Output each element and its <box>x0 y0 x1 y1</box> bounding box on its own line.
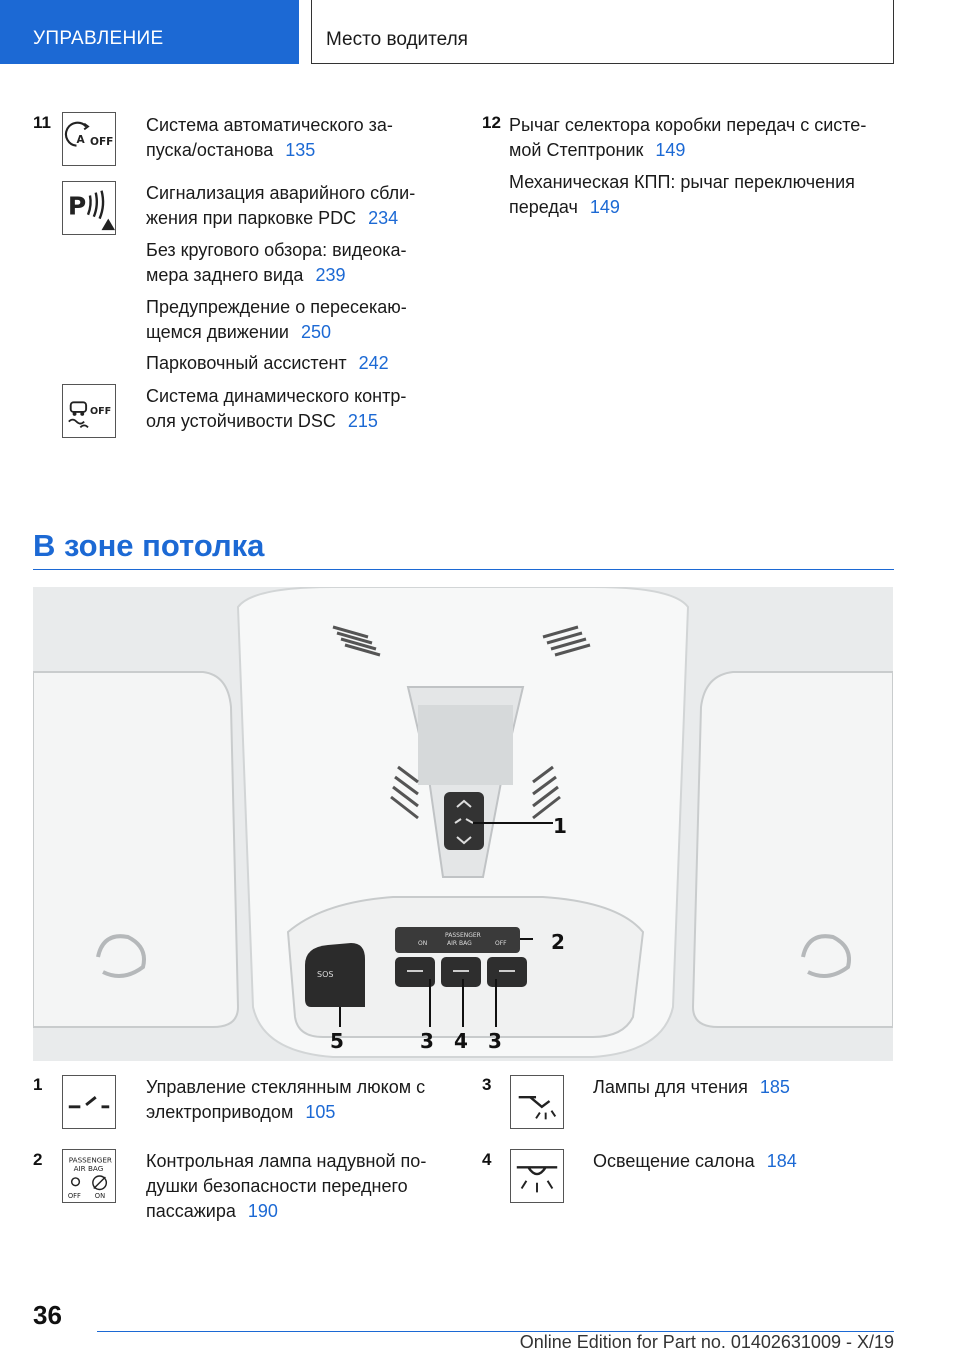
svg-text:PASSENGER: PASSENGER <box>68 1155 112 1165</box>
legend-4-description: Освещение салона 184 <box>593 1151 797 1171</box>
page-ref[interactable]: 234 <box>368 208 399 228</box>
legend-1-description: Управление стеклянным люком с электроприводом 105 <box>146 1077 426 1122</box>
rear-camera-entry: Без кругового обзора: видеока- мера заднего вида 239 <box>146 240 407 285</box>
page-ref[interactable]: 190 <box>247 1201 278 1221</box>
legend-number-2: 2 <box>33 1150 43 1169</box>
page-ref[interactable]: 215 <box>347 411 378 431</box>
page-ref[interactable]: 149 <box>655 140 686 160</box>
parking-assistant-entry: Парковочный ассистент 242 <box>146 353 389 373</box>
svg-text:OFF: OFF <box>67 1192 81 1201</box>
section-divider <box>33 569 894 570</box>
chapter-label: УПРАВЛЕНИЕ <box>33 28 164 49</box>
svg-text:AIR BAG: AIR BAG <box>73 1164 104 1174</box>
legend-number-1: 1 <box>33 1075 43 1094</box>
callout-1: 1 <box>553 814 567 838</box>
page-ref[interactable]: 239 <box>315 265 346 285</box>
svg-text:ON: ON <box>94 1192 106 1201</box>
page-ref[interactable]: 105 <box>305 1102 336 1122</box>
svg-text:PASSENGER: PASSENGER <box>445 932 481 939</box>
ceiling-console-photo <box>33 587 893 1061</box>
callout-4: 4 <box>454 1029 468 1053</box>
callout-3: 3 <box>420 1029 434 1053</box>
legend-2-description: Контрольная лампа надувной по- душки безопасности переднего пассажира 190 <box>146 1151 427 1221</box>
passenger-airbag-icon <box>62 1149 116 1203</box>
reading-light-icon <box>510 1075 564 1129</box>
dsc-entry: Система динамического контр- оля устойчивости DSC 215 <box>146 386 407 431</box>
pdc-entry: Сигнализация аварийного сбли- жения при парковке PDC 234 <box>146 183 416 228</box>
auto-start-stop-off-icon <box>62 112 116 166</box>
item-number-11: 11 <box>33 113 51 132</box>
dsc-off-icon <box>62 384 116 438</box>
svg-text:SOS: SOS <box>317 970 334 979</box>
svg-text:A: A <box>76 133 85 146</box>
item-12-description: Рычаг селектора коробки передач с систе- мой Стептроник 149 Механическая КПП: рычаг переключения передач 149 <box>509 115 867 217</box>
page-header-title: Место водителя <box>326 29 468 50</box>
chapter-tab <box>0 0 299 64</box>
page-ref[interactable]: 242 <box>358 353 389 373</box>
legend-3-description: Лампы для чтения 185 <box>593 1077 790 1097</box>
legend-number-3: 3 <box>482 1075 492 1094</box>
page-ref[interactable]: 184 <box>766 1151 797 1171</box>
svg-text:P: P <box>67 191 87 221</box>
svg-text:OFF: OFF <box>89 135 114 148</box>
svg-text:AIR BAG: AIR BAG <box>447 940 472 947</box>
svg-text:OFF: OFF <box>89 405 112 417</box>
callout-3b: 3 <box>488 1029 502 1053</box>
page-ref[interactable]: 185 <box>759 1077 790 1097</box>
edition-note: Online Edition for Part no. 01402631009 - X/19 <box>519 1332 894 1352</box>
page-ref[interactable]: 135 <box>285 140 316 160</box>
svg-text:OFF: OFF <box>495 940 507 947</box>
park-distance-control-icon <box>62 181 116 235</box>
svg-text:ON: ON <box>418 940 428 947</box>
cross-traffic-entry: Предупреждение о пересекаю- щемся движении 250 <box>146 297 407 342</box>
item-number-12: 12 <box>482 113 501 132</box>
item-11-description: Система автоматического за- пуска/останова 135 <box>146 115 393 160</box>
legend-number-4: 4 <box>482 1150 492 1169</box>
page-number: 36 <box>33 1300 62 1330</box>
page-header <box>311 0 894 64</box>
section-title: В зоне потолка <box>33 528 265 563</box>
callout-5: 5 <box>330 1029 344 1053</box>
page-ref[interactable]: 149 <box>589 197 620 217</box>
interior-light-icon <box>510 1149 564 1203</box>
sunroof-icon <box>62 1075 116 1129</box>
page-ref[interactable]: 250 <box>300 322 332 342</box>
callout-2: 2 <box>551 930 565 954</box>
